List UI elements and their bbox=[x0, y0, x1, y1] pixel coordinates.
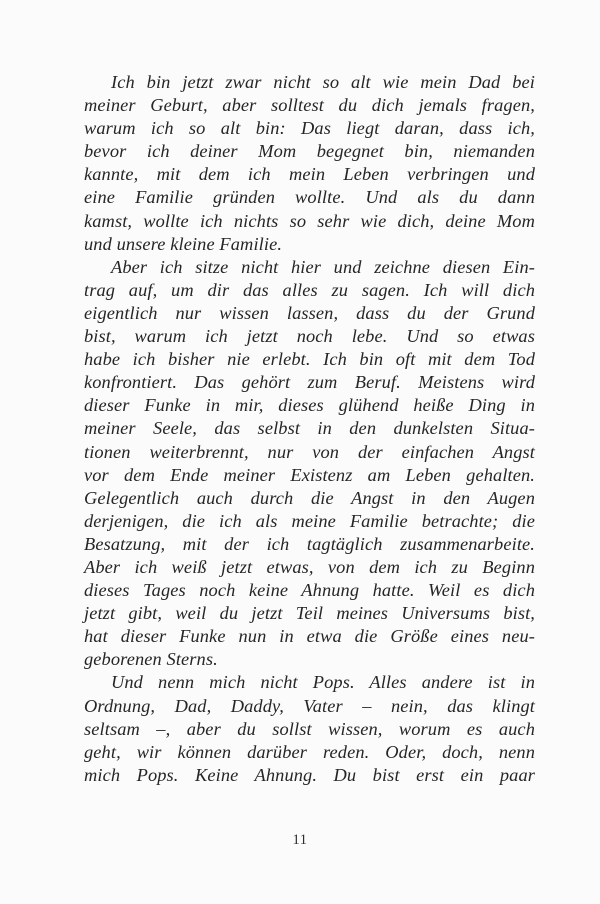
text-line: und unsere kleine Familie. bbox=[84, 233, 283, 254]
text-line: seltsam –, aber du sollst wissen, worum es auch bbox=[84, 718, 535, 739]
text-line: Aber ich weiß jetzt etwas, von dem ich zu Beginn bbox=[84, 556, 535, 577]
text-line: dieses Tages noch keine Ahnung hatte. Weil es dich bbox=[84, 580, 535, 601]
text-line: eigentlich nur wissen lassen, dass du der Grund bbox=[84, 302, 535, 323]
text-line: vor dem Ende meiner Existenz am Leben gehalten. bbox=[84, 464, 535, 485]
page-number: 11 bbox=[292, 832, 308, 848]
text-line: mich Pops. Keine Ahnung. Du bist erst ein paar bbox=[84, 764, 535, 785]
text-line: konfrontiert. Das gehört zum Beruf. Meistens wird bbox=[84, 372, 535, 393]
text-line: meiner Seele, das selbst in den dunkelsten Situa- bbox=[84, 418, 535, 439]
text-line: tionen weiterbrennt, nur von der einfachen Angst bbox=[84, 441, 535, 462]
text-line: bevor ich deiner Mom begegnet bin, niemanden bbox=[84, 141, 535, 162]
text-line: trag auf, um dir das alles zu sagen. Ich will dich bbox=[84, 279, 535, 300]
text-line: Ordnung, Dad, Daddy, Vater – nein, das klingt bbox=[84, 695, 535, 716]
text-line: jetzt gibt, weil du jetzt Teil meines Universums bist, bbox=[84, 603, 535, 624]
text-line: Besatzung, mit der ich tagtäglich zusammenarbeite. bbox=[84, 533, 535, 554]
text-line: habe ich bisher nie erlebt. Ich bin oft mit dem Tod bbox=[84, 349, 535, 370]
text-line: warum ich so alt bin: Das liegt daran, dass ich, bbox=[84, 118, 535, 139]
text-line: kamst, wollte ich nichts so sehr wie dich, deine Mom bbox=[84, 210, 535, 231]
text-line: hat dieser Funke nun in etwa die Größe eines neu- bbox=[84, 626, 535, 647]
text-line: Und nenn mich nicht Pops. Alles andere ist in bbox=[111, 672, 535, 693]
body-text bbox=[84, 71, 535, 787]
text-line: geht, wir können darüber reden. Oder, doch, nenn bbox=[84, 741, 535, 762]
text-line: meiner Geburt, aber solltest du dich jemals fragen, bbox=[84, 95, 535, 116]
text-line: kannte, mit dem ich mein Leben verbringen und bbox=[84, 164, 535, 185]
text-line: Ich bin jetzt zwar nicht so alt wie mein Dad bei bbox=[111, 72, 535, 92]
text-line: Gelegentlich auch durch die Angst in den Augen bbox=[84, 487, 535, 508]
text-line: Aber ich sitze nicht hier und zeichne diesen Ein- bbox=[111, 256, 535, 277]
text-line: geborenen Sterns. bbox=[84, 649, 218, 670]
text-line: eine Familie gründen wollte. Und als du dann bbox=[84, 187, 535, 208]
text-line: derjenigen, die ich als meine Familie betrachte; die bbox=[84, 510, 535, 531]
text-line: bist, warum ich jetzt noch lebe. Und so etwas bbox=[84, 326, 535, 347]
text-line: dieser Funke in mir, dieses glühend heiße Ding in bbox=[84, 395, 535, 416]
